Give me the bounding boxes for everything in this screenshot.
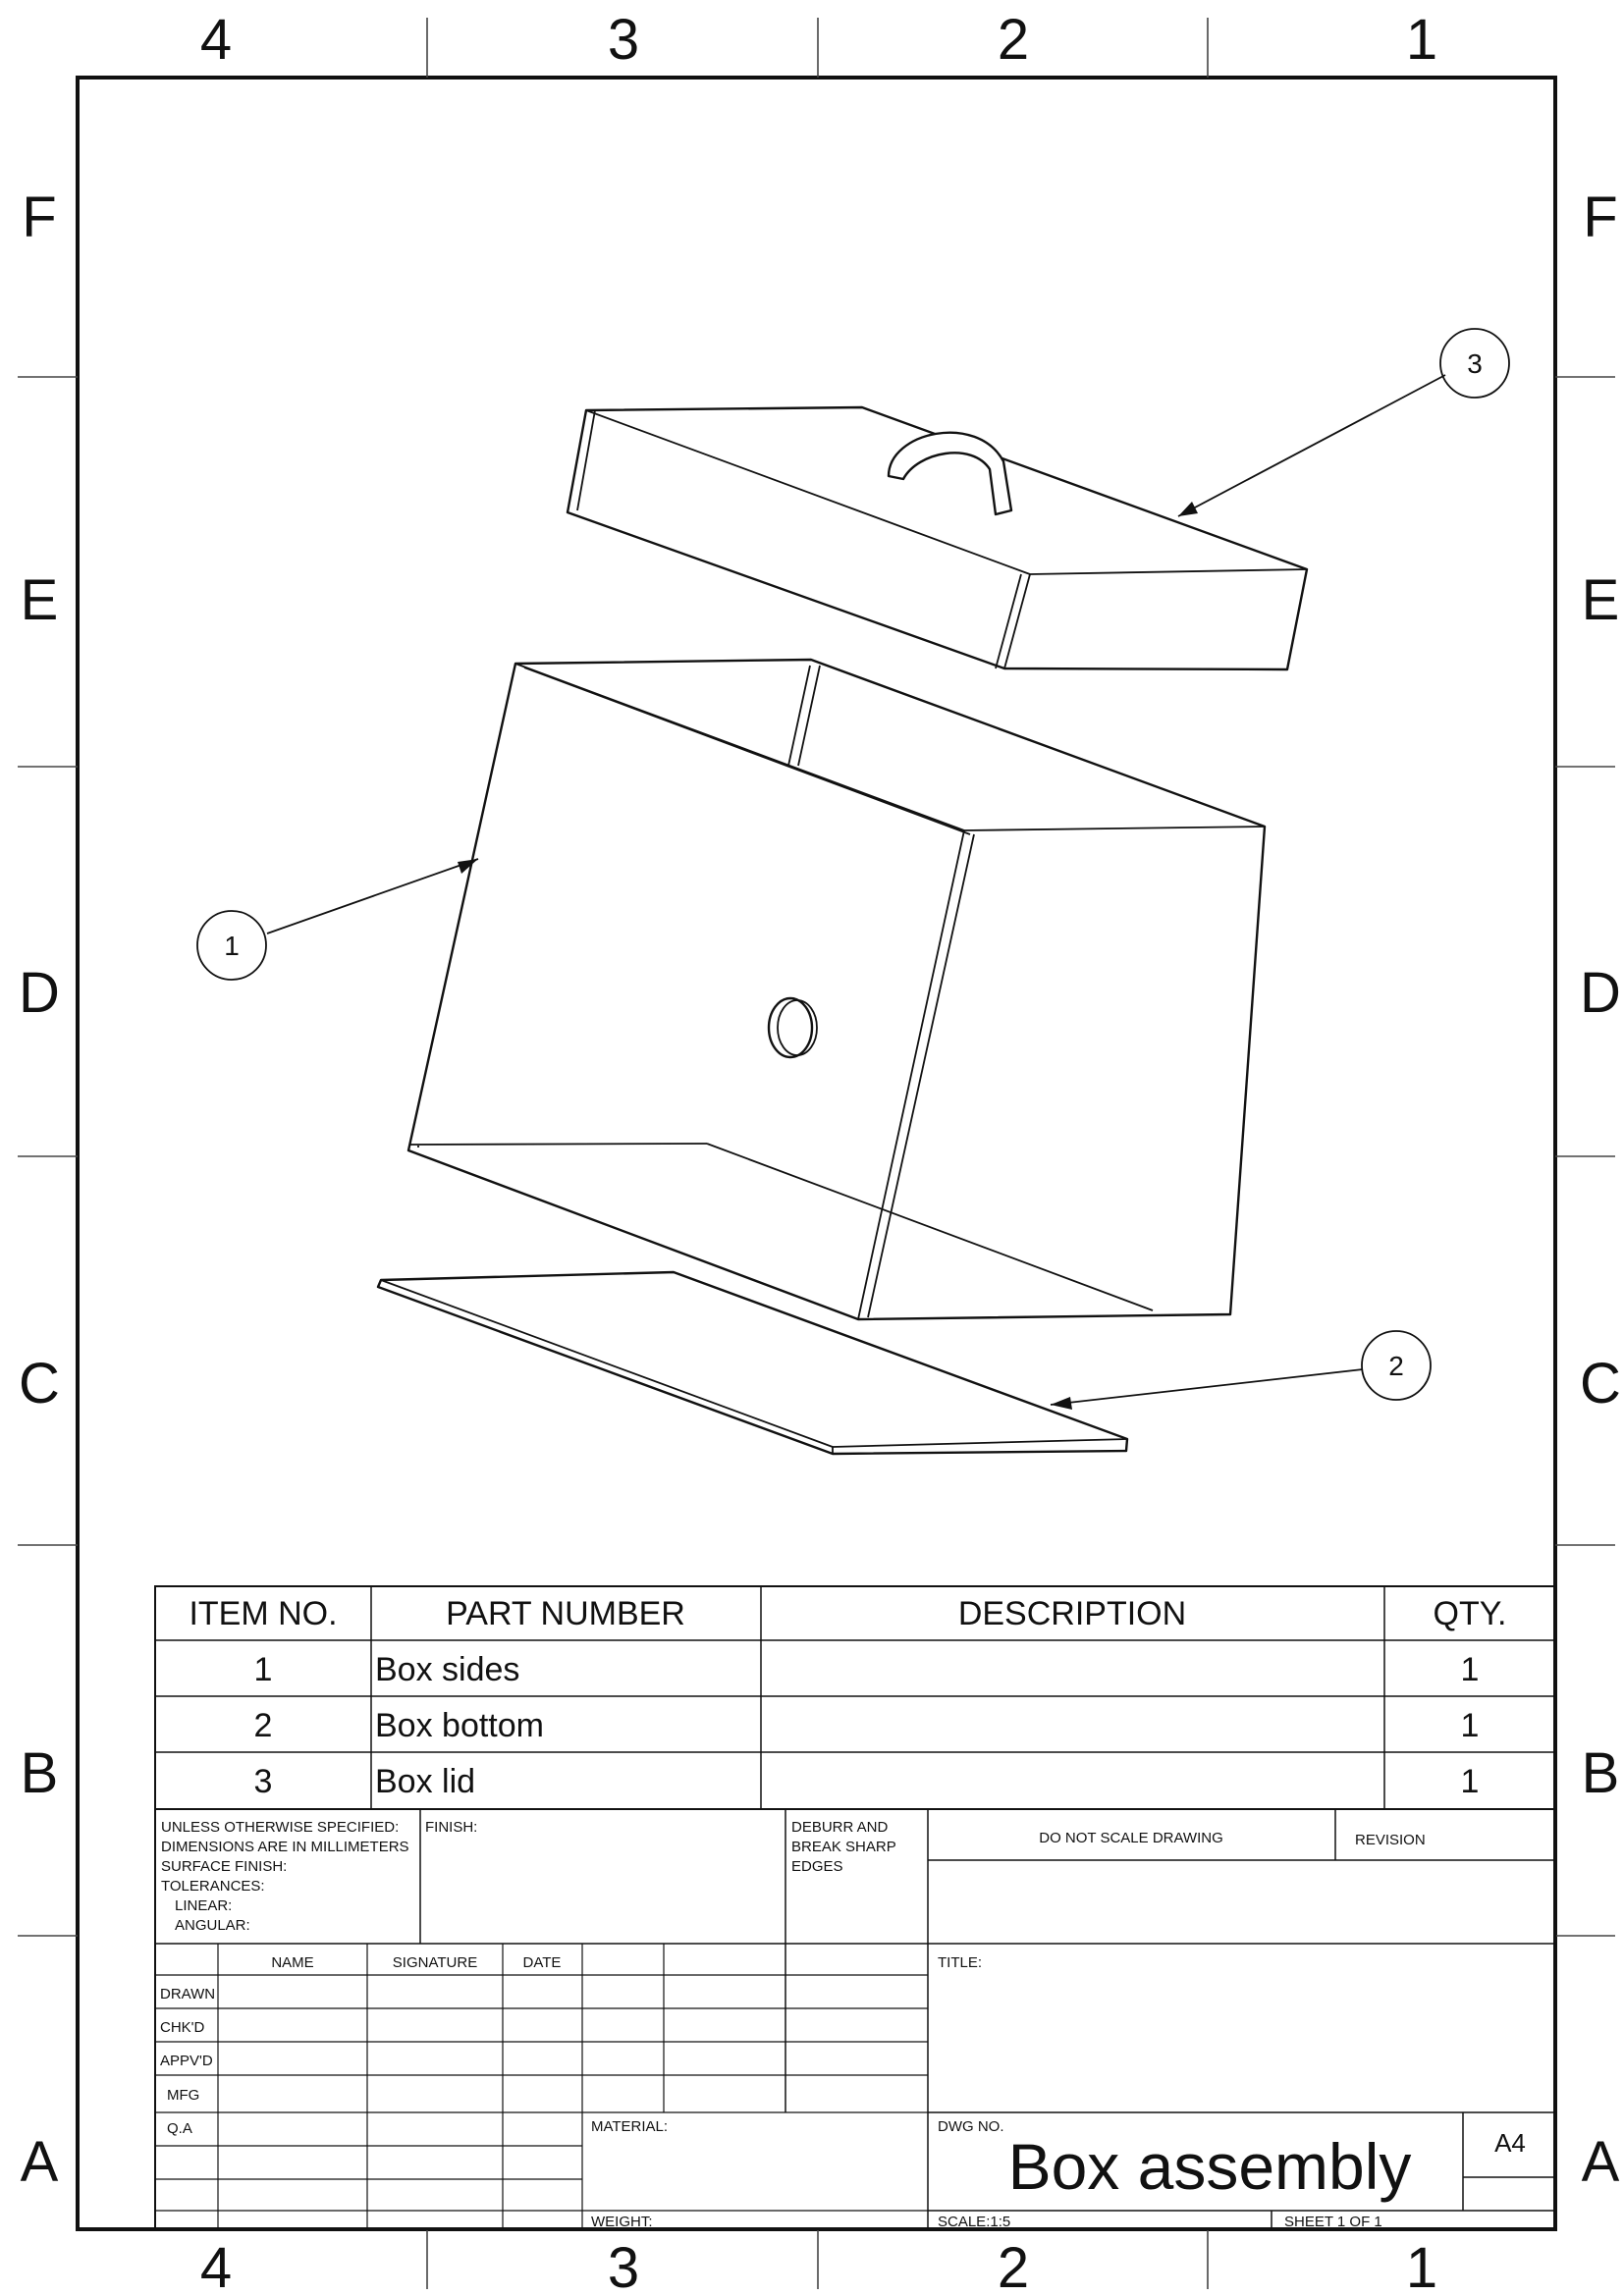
bom-row-1-item: 1 xyxy=(253,1651,273,1688)
bom-row-2-part: Box bottom xyxy=(375,1707,544,1744)
zone-row-right-E: E xyxy=(1581,568,1620,632)
zone-col-top-1: 1 xyxy=(1405,8,1438,72)
bom-row-3-item: 3 xyxy=(253,1763,273,1800)
balloon-1 xyxy=(197,911,266,980)
balloon-2 xyxy=(1362,1331,1431,1400)
zone-row-left-F: F xyxy=(22,186,57,249)
drawing-name: Box assembly xyxy=(1007,2130,1412,2203)
spec-line-2: DIMENSIONS ARE IN MILLIMETERS xyxy=(161,1839,409,1855)
svg-text:1: 1 xyxy=(224,931,240,961)
zone-col-bottom-4: 4 xyxy=(199,2236,233,2296)
spec-line-6: ANGULAR: xyxy=(175,1917,250,1934)
finish-label: FINISH: xyxy=(425,1819,478,1836)
zone-row-left-A: A xyxy=(20,2130,59,2194)
row-label-approved: APPV'D xyxy=(160,2053,213,2069)
zone-col-top-4: 4 xyxy=(199,8,233,72)
zone-col-bottom-2: 2 xyxy=(997,2236,1030,2296)
deburr-line-2: BREAK SHARP xyxy=(791,1839,896,1855)
zone-row-right-F: F xyxy=(1583,186,1618,249)
bom-row-1-qty: 1 xyxy=(1460,1651,1480,1688)
balloon-3 xyxy=(1440,329,1509,398)
zone-row-left-C: C xyxy=(19,1352,60,1415)
sheet-number: SHEET 1 OF 1 xyxy=(1284,2214,1382,2230)
zone-row-right-A: A xyxy=(1581,2130,1620,2194)
zone-col-top-3: 3 xyxy=(607,8,640,72)
bom-header-item: ITEM NO. xyxy=(189,1595,338,1632)
bom-row-2-item: 2 xyxy=(253,1707,273,1744)
row-label-mfg: MFG xyxy=(167,2087,200,2104)
bom-table xyxy=(155,1586,1555,1809)
row-label-checked: CHK'D xyxy=(160,2019,205,2036)
box-lid-part xyxy=(568,407,1307,669)
box-sides-part xyxy=(408,660,1265,1319)
zone-col-top-2: 2 xyxy=(997,8,1030,72)
spec-line-3: SURFACE FINISH: xyxy=(161,1858,288,1875)
spec-line-4: TOLERANCES: xyxy=(161,1878,265,1895)
material-label: MATERIAL: xyxy=(591,2118,669,2135)
box-outline xyxy=(408,660,1265,1319)
deburr-line-1: DEBURR AND xyxy=(791,1819,889,1836)
col-header-date: DATE xyxy=(522,1954,562,1971)
bom-row-2-qty: 1 xyxy=(1460,1707,1480,1744)
bom-row-3-part: Box lid xyxy=(375,1763,476,1800)
bom-header-qty: QTY. xyxy=(1433,1595,1507,1632)
weight-label: WEIGHT: xyxy=(591,2214,653,2230)
bom-row-1-part: Box sides xyxy=(375,1651,520,1688)
zone-col-bottom-1: 1 xyxy=(1405,2236,1438,2296)
zone-col-bottom-3: 3 xyxy=(607,2236,640,2296)
zone-row-right-D: D xyxy=(1580,961,1621,1025)
box-hole xyxy=(769,998,812,1057)
col-header-name: NAME xyxy=(271,1954,314,1971)
revision-label: REVISION xyxy=(1355,1832,1426,1848)
bom-header-description: DESCRIPTION xyxy=(957,1595,1187,1632)
spec-line-5: LINEAR: xyxy=(175,1897,233,1914)
svg-text:2: 2 xyxy=(1388,1351,1404,1381)
bom-header-part: PART NUMBER xyxy=(446,1595,685,1632)
zone-row-left-E: E xyxy=(20,568,59,632)
zone-row-right-B: B xyxy=(1581,1741,1620,1805)
col-header-signature: SIGNATURE xyxy=(392,1954,478,1971)
zone-row-left-D: D xyxy=(19,961,60,1025)
do-not-scale-label: DO NOT SCALE DRAWING xyxy=(1039,1830,1223,1846)
zone-row-left-B: B xyxy=(20,1741,59,1805)
deburr-line-3: EDGES xyxy=(791,1858,843,1875)
spec-line-1: UNLESS OTHERWISE SPECIFIED: xyxy=(161,1819,400,1836)
row-label-drawn: DRAWN xyxy=(160,1986,216,2002)
sheet-size: A4 xyxy=(1494,2128,1526,2158)
bom-row-3-qty: 1 xyxy=(1460,1763,1480,1800)
zone-row-right-C: C xyxy=(1580,1352,1621,1415)
title-label: TITLE: xyxy=(938,1954,983,1971)
dwg-no-label: DWG NO. xyxy=(938,2118,1004,2135)
row-label-qa: Q.A xyxy=(167,2120,192,2137)
svg-text:3: 3 xyxy=(1467,348,1483,379)
scale-label: SCALE:1:5 xyxy=(938,2214,1011,2230)
